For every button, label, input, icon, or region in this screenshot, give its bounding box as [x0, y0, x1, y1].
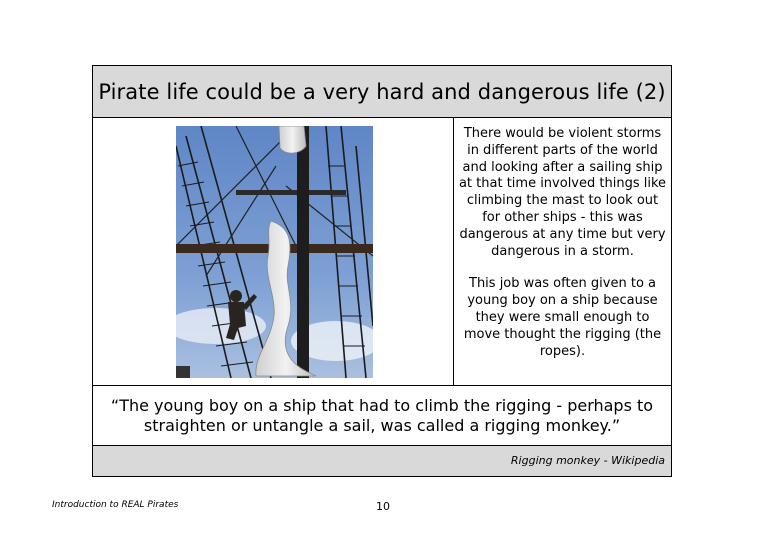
explanation-text	[454, 118, 671, 385]
footer-doc-title: Introduction to REAL Pirates	[52, 500, 179, 510]
title-bar	[93, 66, 671, 118]
image-cell	[93, 118, 454, 385]
ship-rigging-photo	[176, 126, 373, 378]
quote: “The young boy on a ship that had to climb the rigging - perhaps to straighten or untangle a sail, was called a rigging monkey.”	[93, 386, 671, 446]
slide-frame	[92, 65, 672, 477]
slide-title: Pirate life could be a very hard and dangerous life (2)	[98, 79, 666, 104]
paragraph-storms: There would be violent storms in different parts of the world and looking after a sailing ship at that time involved things like climbing the mast to look out for other ships - this was dangerous at any time but very dangerous in a storm.	[458, 126, 667, 259]
source-citation: Rigging monkey - Wikipedia	[93, 446, 671, 476]
content-row	[93, 118, 671, 386]
rigging-photo-illustration	[176, 126, 373, 378]
page-number: 10	[376, 500, 390, 513]
paragraph-young-boy: This job was often given to a young boy on a ship because they were small enough to move thought the rigging (the ropes).	[463, 276, 662, 359]
